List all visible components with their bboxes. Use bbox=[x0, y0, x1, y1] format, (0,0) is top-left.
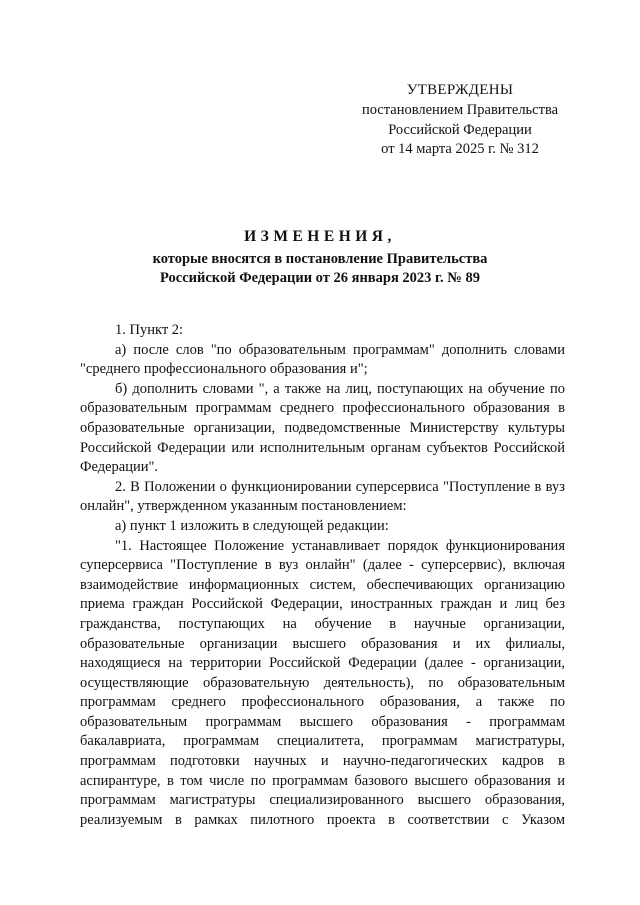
paragraph-item-1: 1. Пункт 2: bbox=[115, 322, 184, 338]
title-subtitle-line1: которые вносятся в постановление Правительства bbox=[152, 251, 488, 267]
paragraph-item-2a-text: "1. Настоящее Положение устанавливает порядок функционирования суперсервиса "Поступление в вуз онлайн" (далее - суперсервис), включая взаимодействие информационных систем, обеспечивающих организацию приема граждан Российской Федерации, иностранных граждан и лиц без гражданства, поступающих на обучение в научные организации, образовательные организации высшего образования и их филиалы, находящиеся на территории Российской Федерации (далее - организации, осуществляющие образовательную деятельность), по образовательным программам среднего профессионального образования, а также по образовательным программам высшего образования - программам бакалавриата, программам специалитета, программам магистратуры, программам подготовки научных и научно-педагогических кадров в аспирантуре, в том числе по программам базового высшего образования и программам магистратуры специализированного высшего образования, реализуемым в рамках пилотного проекта в соответствии с Указом bbox=[80, 537, 565, 828]
paragraph-item-1a: а) после слов "по образовательным программам" дополнить словами "среднего профессионального образования и"; bbox=[80, 341, 565, 378]
approval-line-date: от 14 марта 2025 г. № 312 bbox=[381, 141, 539, 157]
paragraph-item-2: 2. В Положении о функционировании суперсервиса "Поступление в вуз онлайн", утвержденном указанным постановлением: bbox=[80, 478, 565, 515]
title-main: ИЗМЕНЕНИЯ, bbox=[244, 228, 396, 245]
paragraph-item-2a: а) пункт 1 изложить в следующей редакции: bbox=[115, 517, 389, 534]
document-body bbox=[80, 321, 565, 830]
paragraph-item-1b: б) дополнить словами ", а также на лиц, поступающих на обучение по образовательным программам среднего профессионального образования в образовательные организации, подведомственные Министерству культуры Российской Федерации или исполнительным органам субъектов Российской Федерации". bbox=[80, 380, 565, 476]
title-subtitle-line2: Российской Федерации от 26 января 2023 г. № 89 bbox=[160, 270, 480, 286]
approval-line-decree: постановлением Правительства bbox=[361, 102, 559, 118]
approval-line-federation: Российской Федерации bbox=[388, 121, 532, 138]
approval-stamp bbox=[340, 80, 580, 160]
document-title bbox=[60, 227, 580, 288]
approval-heading: УТВЕРЖДЕНЫ bbox=[406, 82, 514, 98]
